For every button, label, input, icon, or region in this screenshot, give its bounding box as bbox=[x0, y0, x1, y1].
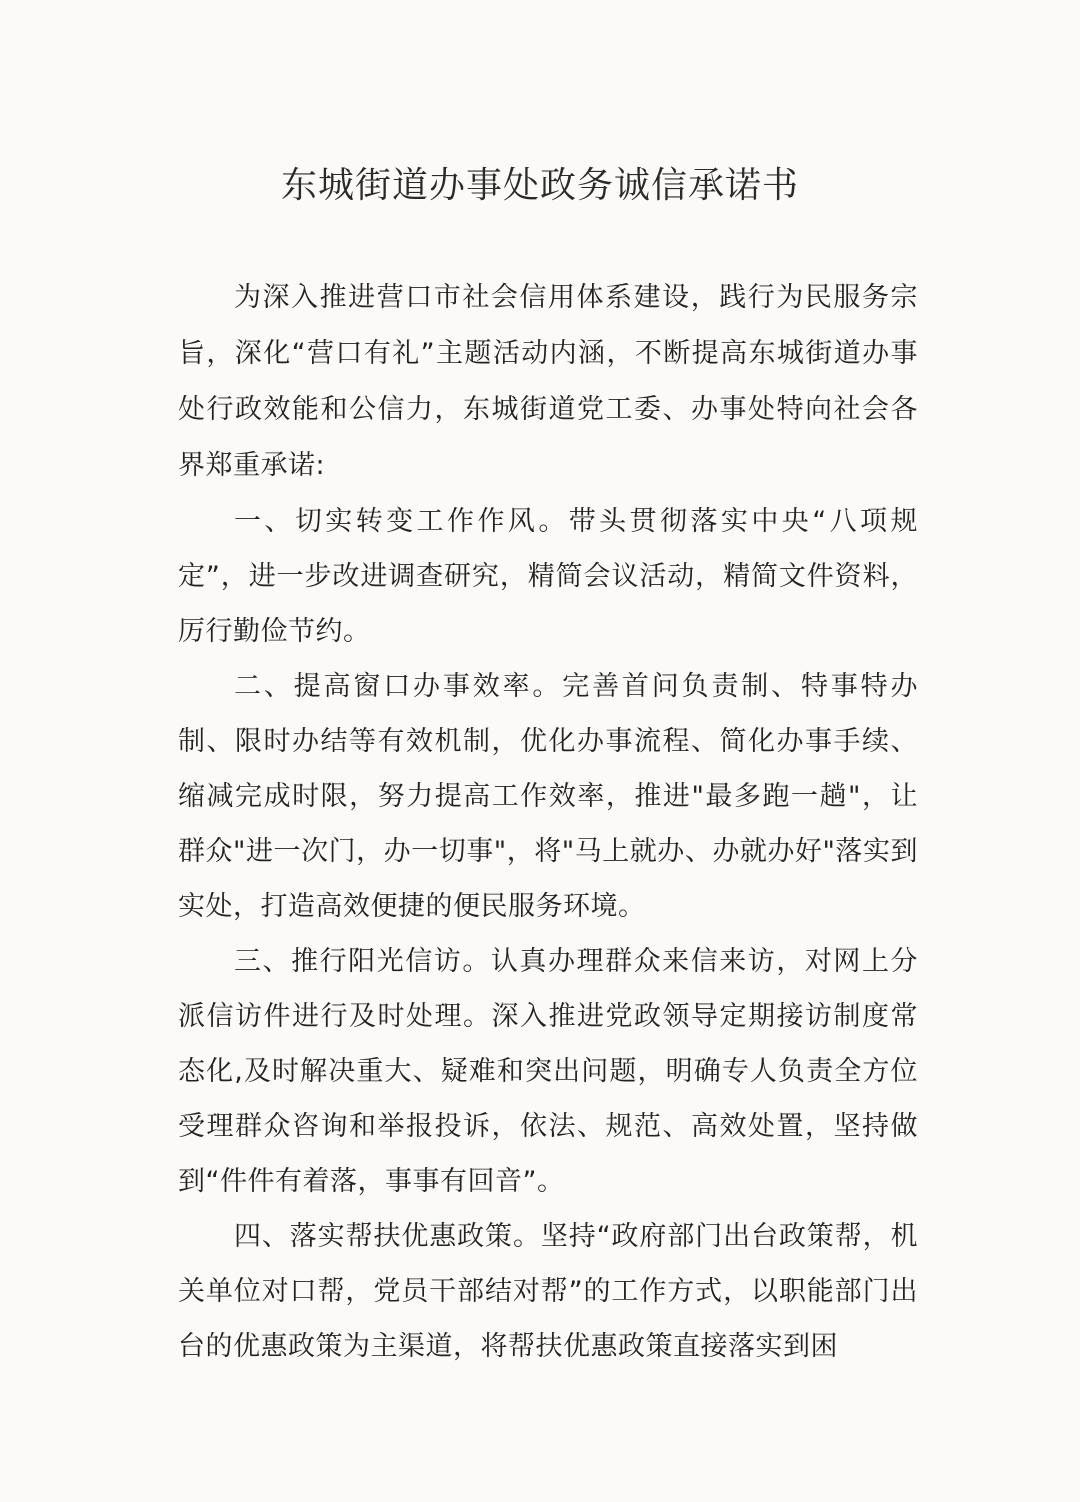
paragraph-item-3: 三、推行阳光信访。认真办理群众来信来访，对网上分派信访件进行及时处理。深入推进党政领导定期接访制度常态化,及时解决重大、疑难和突出问题，明确专人负责全方位受理群众咨询和举报投诉，依法、规范、高效处置，坚持做到“件件有着落，事事有回音”。 bbox=[178, 946, 918, 1197]
paragraph-intro: 为深入推进营口市社会信用体系建设，践行为民服务宗旨，深化“营口有礼”主题活动内涵，不断提高东城街道办事处行政效能和公信力，东城街道党工委、办事处特向社会各界郑重承诺: bbox=[178, 282, 918, 481]
document-body bbox=[178, 270, 918, 1374]
paragraph-item-2: 二、提高窗口办事效率。完善首问负责制、特事特办制、限时办结等有效机制，优化办事流程、简化办事手续、缩减完成时限，努力提高工作效率，推进"最多跑一趟"，让群众"进一次门，办一切事"，将"马上就办、办就办好"落实到实处，打造高效便捷的便民服务环境。 bbox=[178, 671, 918, 922]
document-title: 东城街道办事处政务诚信承诺书 bbox=[280, 165, 799, 206]
paragraph-item-1: 一、切实转变工作作风。带头贯彻落实中央“八项规定”，进一步改进调查研究，精简会议活动，精简文件资料，厉行勤俭节约。 bbox=[178, 506, 918, 647]
paragraph-item-4: 四、落实帮扶优惠政策。坚持“政府部门出台政策帮，机关单位对口帮，党员干部结对帮”的工作方式，以职能部门出台的优惠政策为主渠道，将帮扶优惠政策直接落实到困 bbox=[178, 1221, 918, 1362]
